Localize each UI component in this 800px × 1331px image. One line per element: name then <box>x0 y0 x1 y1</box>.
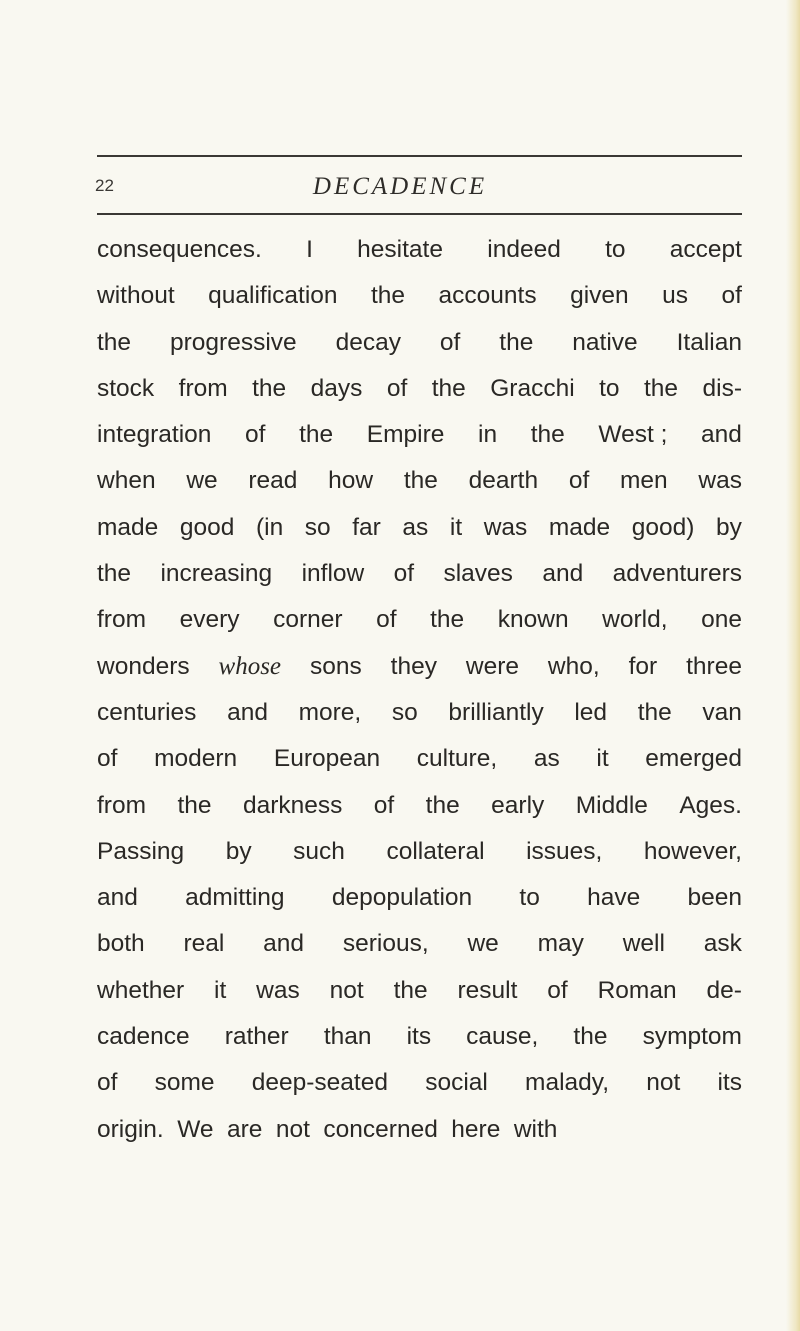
word: to <box>519 884 540 912</box>
word: to <box>605 236 626 263</box>
word: how <box>328 467 374 495</box>
word: darkness <box>242 791 343 819</box>
word: dis- <box>702 374 742 402</box>
word: the <box>530 421 565 449</box>
word: here <box>451 1115 501 1143</box>
word: Roman <box>597 976 677 1004</box>
word: van <box>702 698 742 726</box>
word: (in <box>255 513 284 541</box>
word: the <box>393 976 428 1004</box>
word: it <box>449 513 463 541</box>
word: Passing <box>97 837 185 865</box>
word: Ages. <box>679 791 742 819</box>
word: deep-seated <box>251 1069 388 1097</box>
word: culture, <box>416 745 498 773</box>
word: social <box>425 1069 488 1097</box>
word: and <box>227 698 268 726</box>
word: led <box>574 698 608 726</box>
word: was <box>698 467 742 495</box>
word: we <box>467 930 499 958</box>
word: made <box>97 513 159 541</box>
word: it <box>214 976 227 1004</box>
text-line <box>97 273 742 319</box>
word: de- <box>706 976 742 1004</box>
word: consequences. <box>97 236 262 263</box>
word: serious, <box>342 930 429 958</box>
word: one <box>701 606 742 634</box>
body-text <box>97 227 742 1153</box>
word: so <box>304 513 331 541</box>
word: increasing <box>160 560 273 588</box>
word: in <box>478 421 498 449</box>
word: far <box>352 513 381 541</box>
word: of <box>97 1069 118 1097</box>
word: whether <box>97 976 185 1004</box>
word: inflow <box>301 560 365 588</box>
word: West ; <box>598 421 668 449</box>
text-line <box>97 505 742 551</box>
text-line <box>97 968 742 1014</box>
word: collateral <box>386 837 485 865</box>
word: to <box>599 374 620 402</box>
word: as <box>533 745 560 773</box>
text-line <box>97 875 742 921</box>
word: may <box>537 930 584 958</box>
text-line <box>97 1014 742 1060</box>
text-line <box>97 644 742 690</box>
word: Gracchi <box>490 374 575 402</box>
word: were <box>465 652 519 680</box>
word: indeed <box>487 236 561 263</box>
word: of <box>721 282 742 310</box>
text-line <box>97 366 742 412</box>
word: the <box>644 374 679 402</box>
word: not <box>329 976 364 1004</box>
text-line <box>97 412 742 458</box>
word: the <box>177 791 212 819</box>
word: of <box>245 421 266 449</box>
word: of <box>376 606 397 634</box>
word: by <box>225 837 252 865</box>
word: and <box>263 930 305 958</box>
word: as <box>402 513 429 541</box>
word: and <box>701 421 742 449</box>
word: of <box>439 328 461 356</box>
word: the <box>425 791 460 819</box>
text-line <box>97 597 742 643</box>
word: I <box>306 236 313 263</box>
top-rule <box>97 155 742 157</box>
word: every <box>179 606 240 634</box>
word: from <box>97 606 146 634</box>
word: slaves <box>443 560 513 588</box>
word: the <box>573 1023 608 1051</box>
word: days <box>310 374 363 402</box>
word: both <box>97 930 145 958</box>
word: good <box>179 513 235 541</box>
emphasized-word: whose <box>218 652 282 680</box>
word: was <box>256 976 300 1004</box>
word: of <box>547 976 568 1004</box>
word: malady, <box>525 1069 610 1097</box>
word: without <box>97 282 175 310</box>
word: we <box>186 467 218 495</box>
word: symptom <box>642 1023 742 1051</box>
word: adventurers <box>612 560 742 588</box>
word: accounts <box>438 282 537 310</box>
word: who, <box>547 652 600 680</box>
word: real <box>183 930 225 958</box>
word: depopulation <box>331 884 473 912</box>
word: good) <box>631 513 695 541</box>
word: are <box>226 1115 263 1143</box>
header-rule <box>97 213 742 215</box>
word: been <box>687 884 742 912</box>
text-line <box>97 783 742 829</box>
word: cause, <box>466 1023 539 1051</box>
text-line <box>97 551 742 597</box>
word: the <box>252 374 287 402</box>
word: decay <box>335 328 401 356</box>
word: by <box>716 513 742 541</box>
word: origin. <box>97 1115 164 1143</box>
word: however, <box>643 837 742 865</box>
word: it <box>596 745 609 773</box>
word: European <box>273 745 381 773</box>
word: issues, <box>526 837 603 865</box>
word: three <box>686 652 742 680</box>
word: of <box>386 374 408 402</box>
text-line <box>97 829 742 875</box>
word: dearth <box>468 467 539 495</box>
word: with <box>513 1115 558 1143</box>
word: the <box>637 698 672 726</box>
word: have <box>587 884 641 912</box>
word: progressive <box>170 328 297 356</box>
word: hesitate <box>357 236 443 263</box>
word: cadence <box>97 1023 190 1051</box>
word: read <box>248 467 298 495</box>
word: wonders <box>97 652 190 680</box>
word: known <box>497 606 569 634</box>
word: Empire <box>366 421 445 449</box>
word: not <box>275 1115 310 1143</box>
word: early <box>491 791 545 819</box>
word: us <box>662 282 689 310</box>
page-number: 22 <box>95 176 114 195</box>
word: modern <box>154 745 238 773</box>
word: the <box>97 560 132 588</box>
word: the <box>299 421 334 449</box>
word: the <box>371 282 406 310</box>
word: the <box>97 328 132 356</box>
word: from <box>97 791 146 819</box>
word: the <box>403 467 438 495</box>
word: corner <box>273 606 343 634</box>
text-line <box>97 921 742 967</box>
word: stock <box>97 374 155 402</box>
word: of <box>393 560 415 588</box>
word: accept <box>669 236 742 263</box>
word: of <box>373 791 395 819</box>
word: not <box>646 1069 681 1097</box>
word: the <box>431 374 466 402</box>
text-line <box>97 458 742 504</box>
running-head: DECADENCE <box>312 173 488 200</box>
word: brilliantly <box>448 698 544 726</box>
word: the <box>430 606 465 634</box>
word: than <box>323 1023 372 1051</box>
page-edge-shadow <box>786 0 800 1331</box>
word: result <box>457 976 518 1004</box>
word: We <box>177 1115 214 1143</box>
word: qualification <box>208 282 338 310</box>
word: when <box>97 467 156 495</box>
text-line <box>97 1060 742 1106</box>
word: of <box>568 467 590 495</box>
text-line <box>97 1107 742 1153</box>
word: and <box>97 884 138 912</box>
text-line <box>97 736 742 782</box>
word: some <box>154 1069 215 1097</box>
word: so <box>391 698 418 726</box>
word: the <box>499 328 534 356</box>
word: and <box>542 560 584 588</box>
word: such <box>293 837 345 865</box>
text-line <box>97 227 742 273</box>
word: of <box>97 745 118 773</box>
word: well <box>622 930 665 958</box>
word: from <box>178 374 228 402</box>
word: world, <box>602 606 668 634</box>
word: men <box>620 467 668 495</box>
word: more, <box>298 698 362 726</box>
word: its <box>406 1023 432 1051</box>
word: for <box>628 652 658 680</box>
word: admitting <box>185 884 285 912</box>
word: native <box>572 328 638 356</box>
word: sons <box>309 652 362 680</box>
word: Middle <box>575 791 648 819</box>
word: concerned <box>323 1115 438 1143</box>
word: integration <box>97 421 212 449</box>
word: made <box>548 513 611 541</box>
word: its <box>717 1069 742 1097</box>
word: was <box>483 513 528 541</box>
word: emerged <box>645 745 742 773</box>
word: they <box>390 652 437 680</box>
word: rather <box>224 1023 289 1051</box>
word: Italian <box>676 328 742 356</box>
text-line <box>97 690 742 736</box>
text-line <box>97 320 742 366</box>
word: given <box>570 282 629 310</box>
word: centuries <box>97 698 197 726</box>
word: ask <box>703 930 742 958</box>
